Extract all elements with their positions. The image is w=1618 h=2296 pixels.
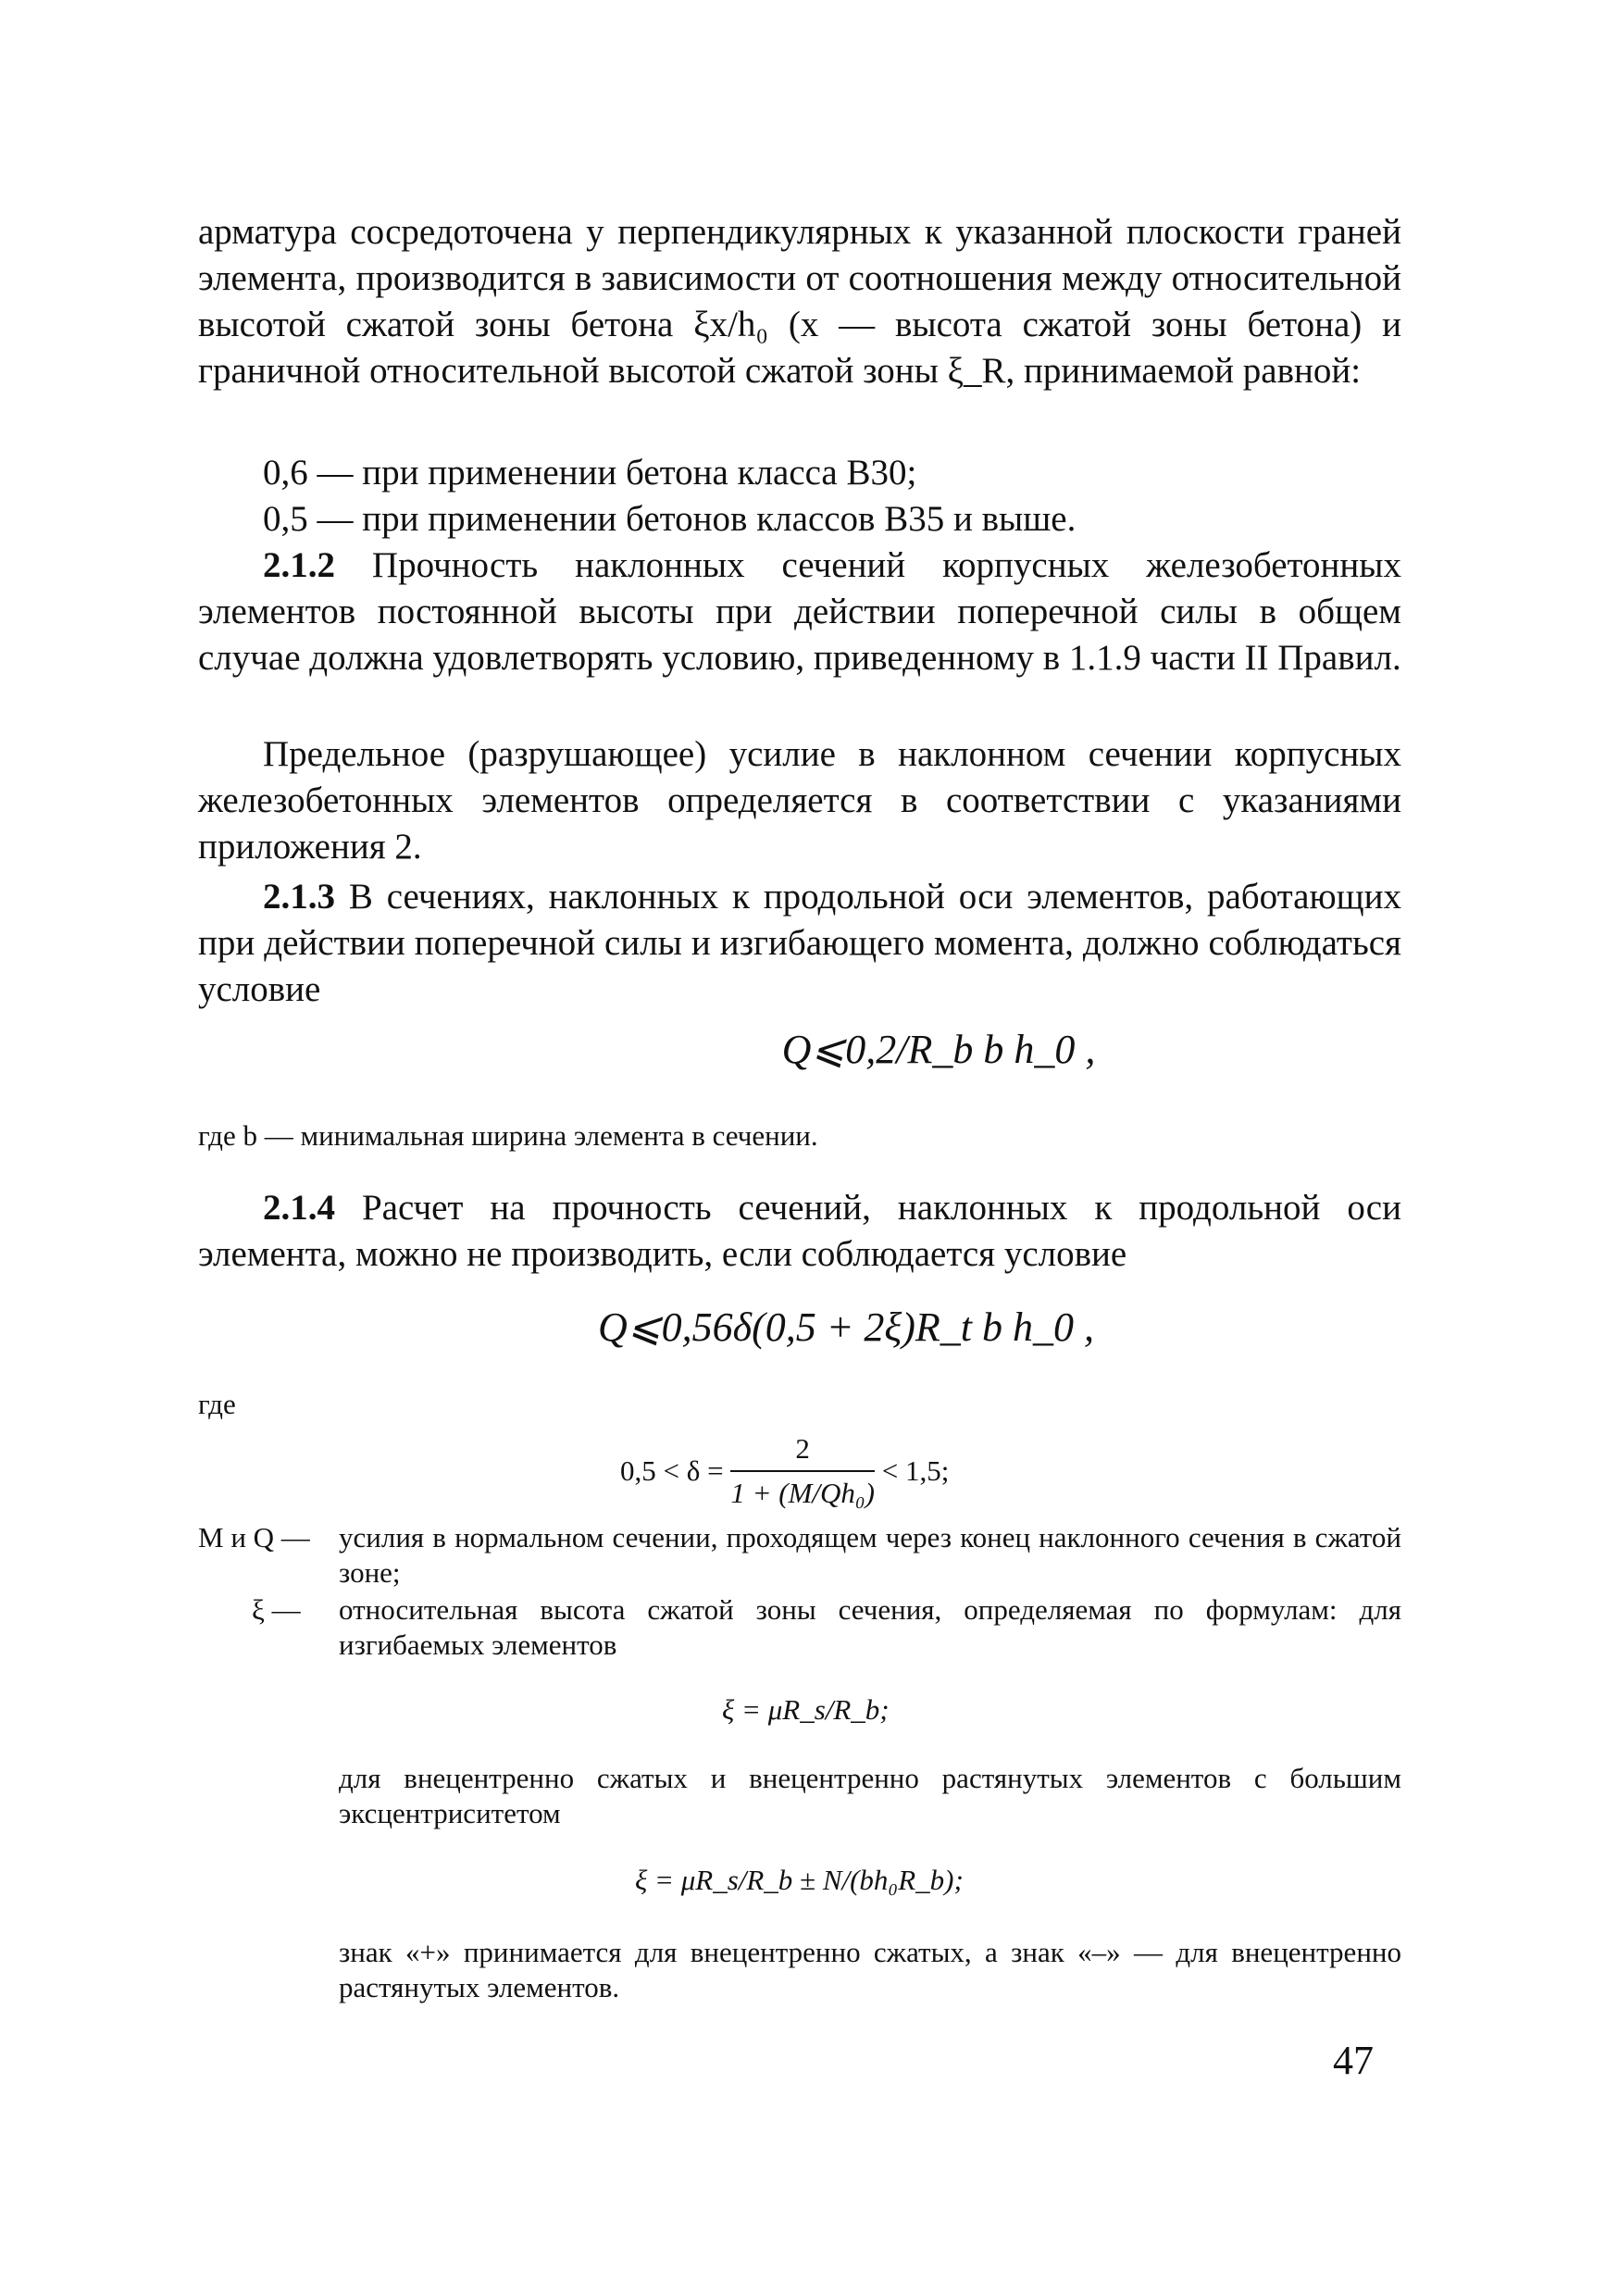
def-mq-text: усилия в нормальном сечении, проходящем через конец наклонного сечения в сжатой зоне;: [339, 1521, 1401, 1589]
section-text: Прочность наклонных сечений корпусных железобетонных элементов постоянной высоты при действии поперечной силы в общем случае должна удовлетворять условию, приведенному в 1.1.9 части II Правил.: [198, 545, 1401, 678]
fraction-numerator: 2: [730, 1431, 875, 1472]
section-number: 2.1.4: [263, 1188, 335, 1228]
item-b35: 0,5 — при применении бетонов классов B35 и выше.: [263, 499, 1077, 539]
section-number: 2.1.3: [263, 877, 335, 917]
delta-left: 0,5 < δ =: [620, 1454, 724, 1487]
formula-shear-limit: Q⩽0,2/R_b b h_0 ,: [781, 1027, 1096, 1072]
where-label: где: [198, 1388, 236, 1420]
section-2-1-2: [198, 543, 1401, 681]
formula-no-check: Q⩽0,56δ(0,5 + 2ξ)R_t b h_0 ,: [597, 1304, 1095, 1350]
section-text: В сечениях, наклонных к продольной оси элементов, работающих при действии поперечной силы и изгибающего момента, должно соблюдаться условие: [198, 877, 1401, 1009]
paragraph-eccentric: для внецентренно сжатых и внецентренно растянутых элементов с большим эксцентриситетом: [339, 1762, 1401, 1829]
paragraph-sign: знак «+» принимается для внецентренно сжатых, а знак «–» — для внецентренно растянутых элементов.: [339, 1936, 1401, 2003]
where-b-definition: где b — минимальная ширина элемента в сечении.: [198, 1119, 818, 1152]
page-number: 47: [1333, 2038, 1374, 2083]
def-xi-text: относительная высота сжатой зоны сечения, определяемая по формулам: для изгибаемых элементов: [339, 1593, 1401, 1661]
formula-xi-bending: ξ = μR_s/R_b;: [722, 1693, 890, 1726]
section-2-1-3: [198, 874, 1401, 1013]
section-2-1-4: [198, 1185, 1401, 1278]
fraction-denominator: 1 + (M/Qh₀): [730, 1477, 875, 1509]
section-text: Расчет на прочность сечений, наклонных к продольной оси элемента, можно не производить, если соблюдается условие: [198, 1188, 1401, 1274]
section-number: 2.1.2: [263, 545, 335, 585]
formula-xi-eccentric: ξ = μR_s/R_b ± N/(bh₀R_b);: [635, 1864, 964, 1896]
def-mq-term: M и Q —: [198, 1521, 310, 1554]
formula-delta: [620, 1431, 949, 1511]
delta-fraction: [730, 1431, 875, 1511]
paragraph-limit-force: Предельное (разрушающее) усилие в наклонном сечении корпусных железобетонных элементов определяется в соответствии с указаниями приложения 2.: [198, 734, 1401, 867]
delta-right: < 1,5;: [881, 1454, 950, 1487]
def-xi-term: ξ —: [252, 1593, 301, 1626]
item-b30: 0,6 — при применении бетона класса B30;: [263, 453, 917, 493]
paragraph-relative-height: арматура сосредоточена у перпендикулярных к указанной плоскости граней элемента, производится в зависимости от соотношения между относительной высотой сжатой зоны бетона ξx/h₀ (x — высота сжатой зоны бетона) и граничной относительной высотой сжатой зоны ξ_R, принимаемой равной:: [198, 212, 1401, 391]
